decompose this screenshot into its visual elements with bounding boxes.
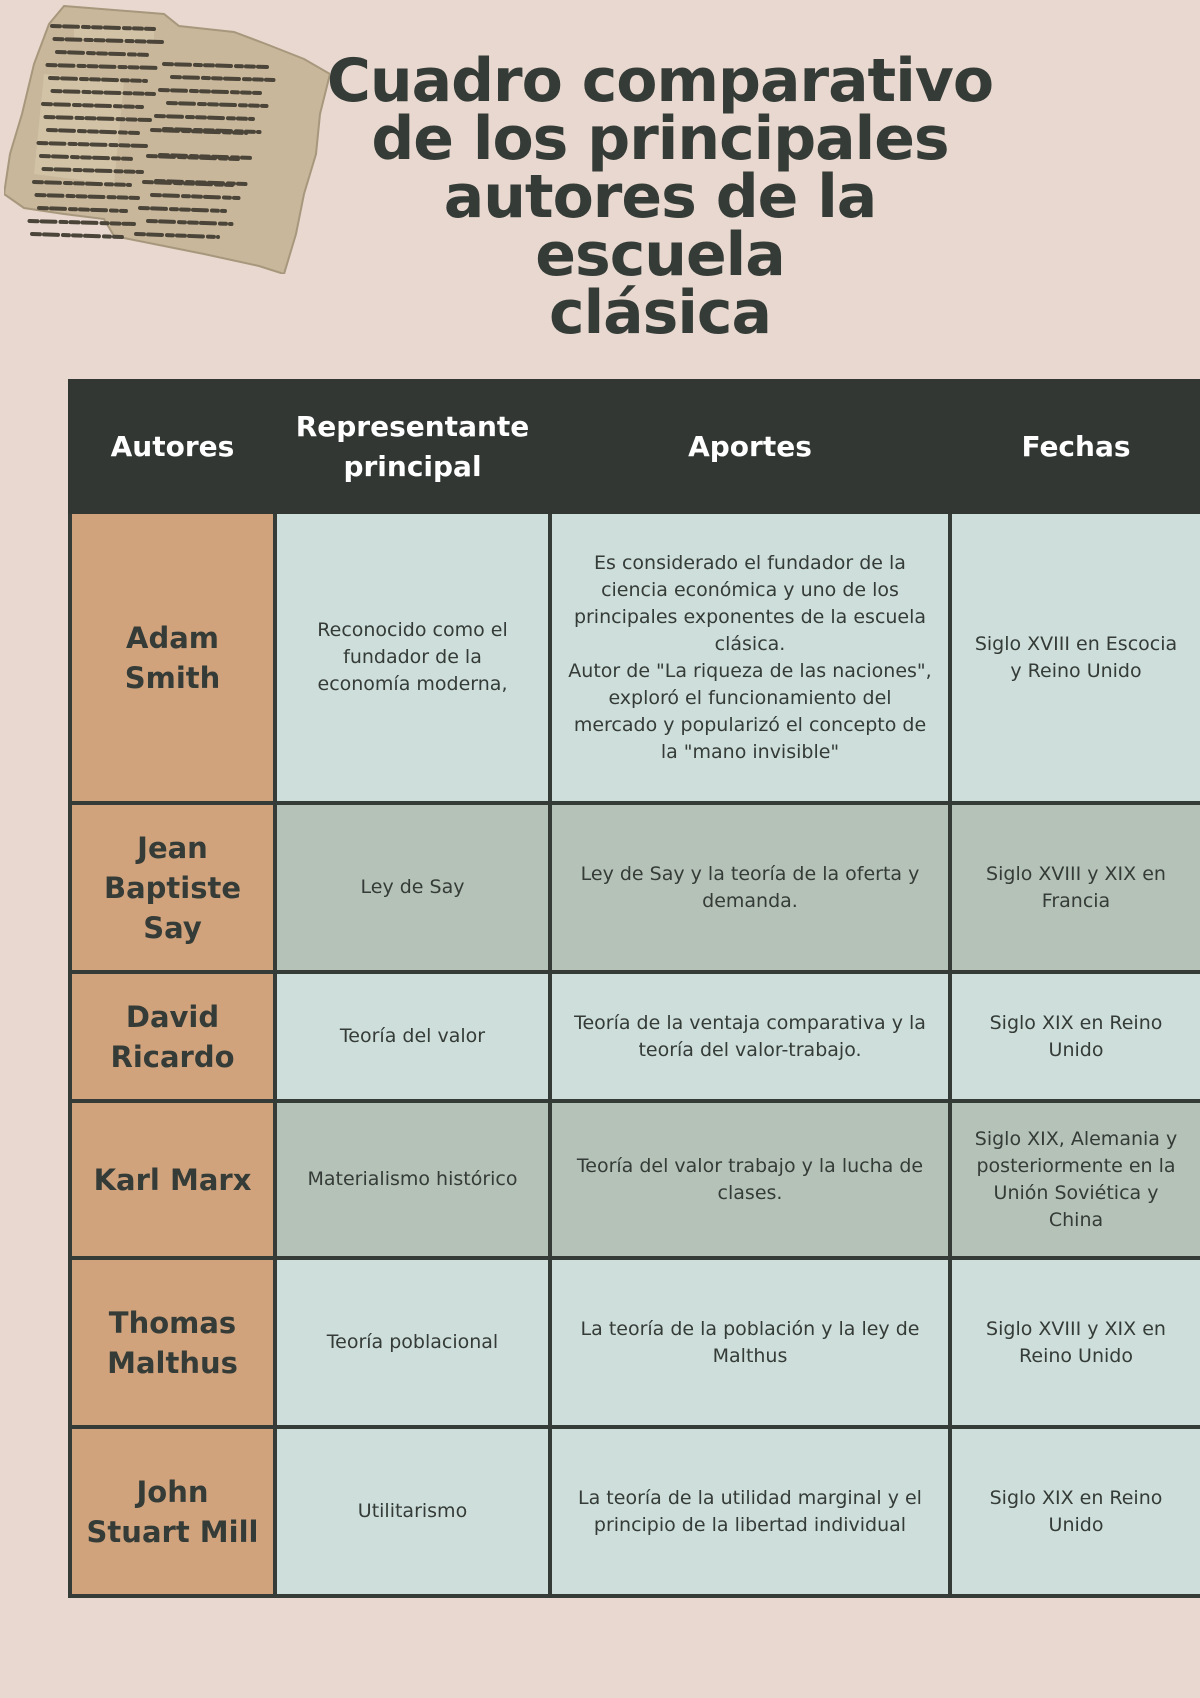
table-row xyxy=(70,803,1200,972)
contributions-cell: Ley de Say y la teoría de la oferta y demanda. xyxy=(550,803,950,972)
author-cell: Adam Smith xyxy=(70,512,275,803)
table-header-row xyxy=(70,381,1200,512)
author-cell: Jean Baptiste Say xyxy=(70,803,275,972)
contributions-cell: Teoría de la ventaja comparativa y la teoría del valor-trabajo. xyxy=(550,972,950,1101)
representative-cell: Utilitarismo xyxy=(275,1427,550,1596)
table-row xyxy=(70,512,1200,803)
author-cell: Thomas Malthus xyxy=(70,1258,275,1427)
dates-cell: Siglo XIX en Reino Unido xyxy=(950,1427,1200,1596)
dates-cell: Siglo XIX, Alemania y posteriormente en la Unión Soviética y China xyxy=(950,1101,1200,1258)
representative-cell: Teoría poblacional xyxy=(275,1258,550,1427)
dates-cell: Siglo XVIII y XIX en Reino Unido xyxy=(950,1258,1200,1427)
author-cell: David Ricardo xyxy=(70,972,275,1101)
representative-cell: Materialismo histórico xyxy=(275,1101,550,1258)
table-row xyxy=(70,1101,1200,1258)
dates-cell: Siglo XVIII y XIX en Francia xyxy=(950,803,1200,972)
representative-cell: Ley de Say xyxy=(275,803,550,972)
contributions-cell: Teoría del valor trabajo y la lucha de clases. xyxy=(550,1101,950,1258)
dates-cell: Siglo XVIII en Escocia y Reino Unido xyxy=(950,512,1200,803)
representative-cell: Teoría del valor xyxy=(275,972,550,1101)
contributions-cell: Es considerado el fundador de la ciencia económica y uno de los principales exponentes de la escuela clásica. Autor de "La riqueza de las naciones", exploró el funcionamiento del mercado y popularizó el concepto de la "mano invisible" xyxy=(550,512,950,803)
table-row xyxy=(70,972,1200,1101)
old-paper-scrap-image xyxy=(4,4,330,274)
contributions-cell: La teoría de la población y la ley de Malthus xyxy=(550,1258,950,1427)
author-cell: Karl Marx xyxy=(70,1101,275,1258)
header-autores: Autores xyxy=(70,381,275,512)
dates-cell: Siglo XIX en Reino Unido xyxy=(950,972,1200,1101)
title-line: autores de la escuela xyxy=(443,162,877,290)
page-title xyxy=(315,46,1005,348)
header-representante-principal: Representante principal xyxy=(275,381,550,512)
table-row xyxy=(70,1258,1200,1427)
author-cell: John Stuart Mill xyxy=(70,1427,275,1596)
comparison-table xyxy=(68,379,1200,1598)
title-line: clásica xyxy=(549,278,771,348)
header-aportes: Aportes xyxy=(550,381,950,512)
table-row xyxy=(70,1427,1200,1596)
title-line: Cuadro comparativo xyxy=(326,46,994,116)
title-line: de los principales xyxy=(371,104,949,174)
representative-cell: Reconocido como el fundador de la economía moderna, xyxy=(275,512,550,803)
contributions-cell: La teoría de la utilidad marginal y el principio de la libertad individual xyxy=(550,1427,950,1596)
header-fechas: Fechas xyxy=(950,381,1200,512)
